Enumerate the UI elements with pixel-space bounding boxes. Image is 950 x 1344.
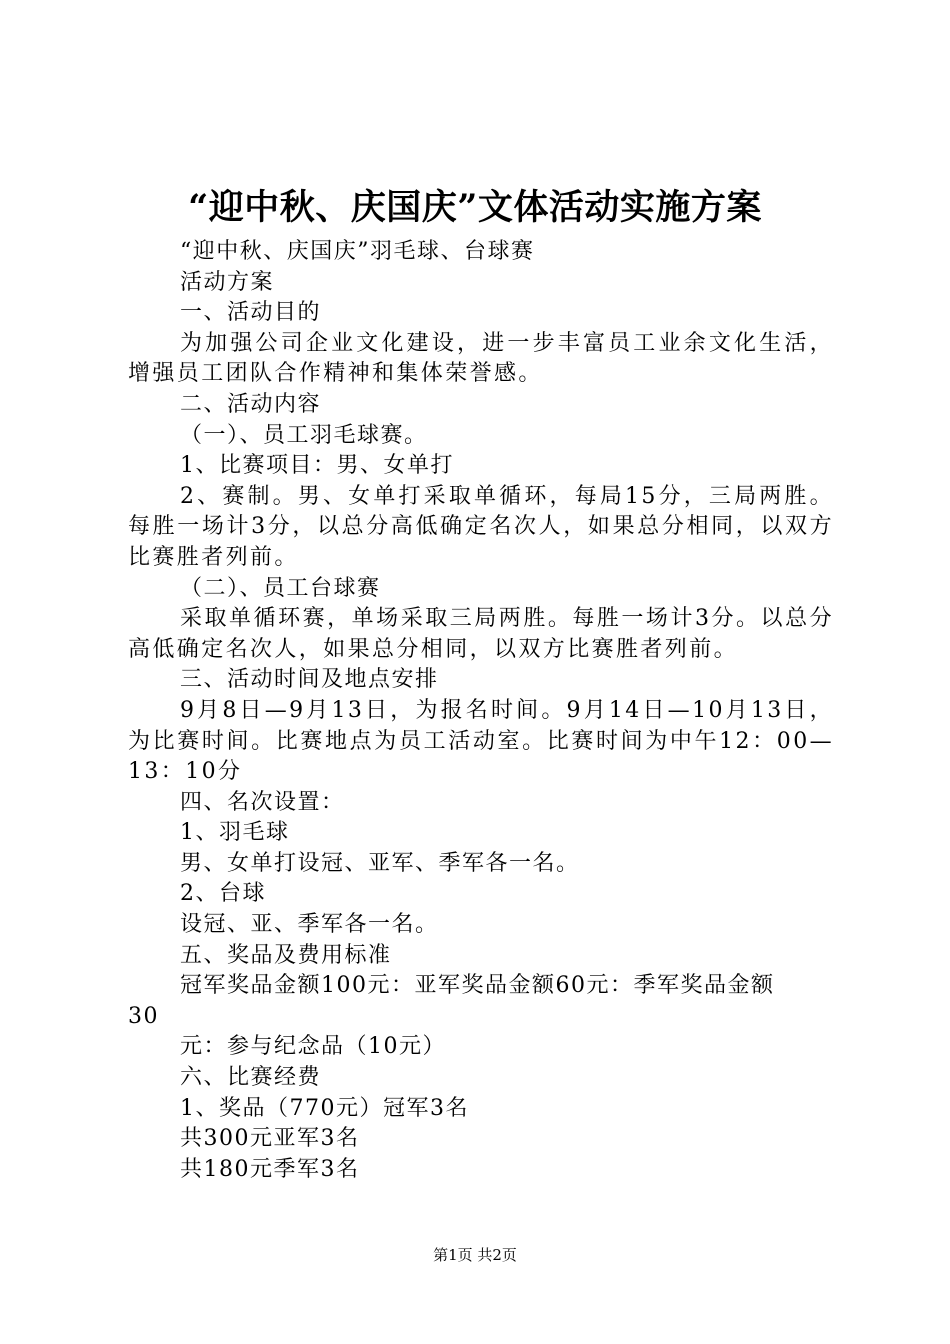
subtitle-line: “迎中秋、庆国庆”羽毛球、台球赛 [180, 239, 535, 264]
section-heading: 二、活动内容 [180, 391, 322, 417]
paragraph: 1、比赛项目：男、女单打 [180, 453, 454, 479]
section-heading: 四、名次设置： [180, 789, 345, 815]
paragraph: 采取单循环赛，单场采取三局两胜。每胜一场计3分。以总分高低确定名次人，如果总分相同，以双方比赛胜者列前。 [128, 606, 834, 662]
paragraph: 2、台球 [180, 881, 266, 907]
section-heading: 五、奖品及费用标准 [180, 942, 392, 968]
page-footer: 第1页 共2页 [433, 1246, 517, 1264]
paragraph: 为加强公司企业文化建设，进一步丰富员工业余文化生活，增强员工团队合作精神和集体荣誉感。 [128, 330, 834, 387]
paragraph: 1、奖品（770元）冠军3名 [180, 1095, 469, 1121]
subsection-heading: （二）、员工台球赛 [180, 575, 381, 601]
paragraph: 9月8日—9月13日，为报名时间。9月14日—10月13日，为比赛时间。比赛地点为员工活动室。比赛时间为中午12：00—13：10分 [128, 697, 834, 785]
subsection-heading: （一）、员工羽毛球赛。 [180, 422, 428, 448]
paragraph: 1、羽毛球 [180, 820, 290, 846]
section-heading: 一、活动目的 [180, 300, 322, 326]
paragraph: 2、赛制。男、女单打采取单循环，每局15分，三局两胜。每胜一场计3分，以总分高低确定名次人，如果总分相同，以双方比赛胜者列前。 [128, 483, 834, 570]
paragraph: 设冠、亚、季军各一名。 [180, 912, 439, 938]
document-body [128, 237, 834, 1185]
paragraph: 30 [128, 1003, 159, 1029]
document-title: “迎中秋、庆国庆”文体活动实施方案 [188, 187, 762, 228]
paragraph: 冠军奖品金额100元：亚军奖品金额60元：季军奖品金额 [180, 973, 775, 999]
paragraph: 男、女单打设冠、亚军、季军各一名。 [180, 850, 580, 876]
paragraph: 共300元亚军3名 [180, 1126, 360, 1152]
section-heading: 三、活动时间及地点安排 [180, 667, 439, 693]
paragraph: 元：参与纪念品（10元） [180, 1034, 446, 1060]
plan-label: 活动方案 [180, 269, 275, 295]
paragraph: 共180元季军3名 [180, 1156, 360, 1182]
section-heading: 六、比赛经费 [180, 1065, 322, 1091]
